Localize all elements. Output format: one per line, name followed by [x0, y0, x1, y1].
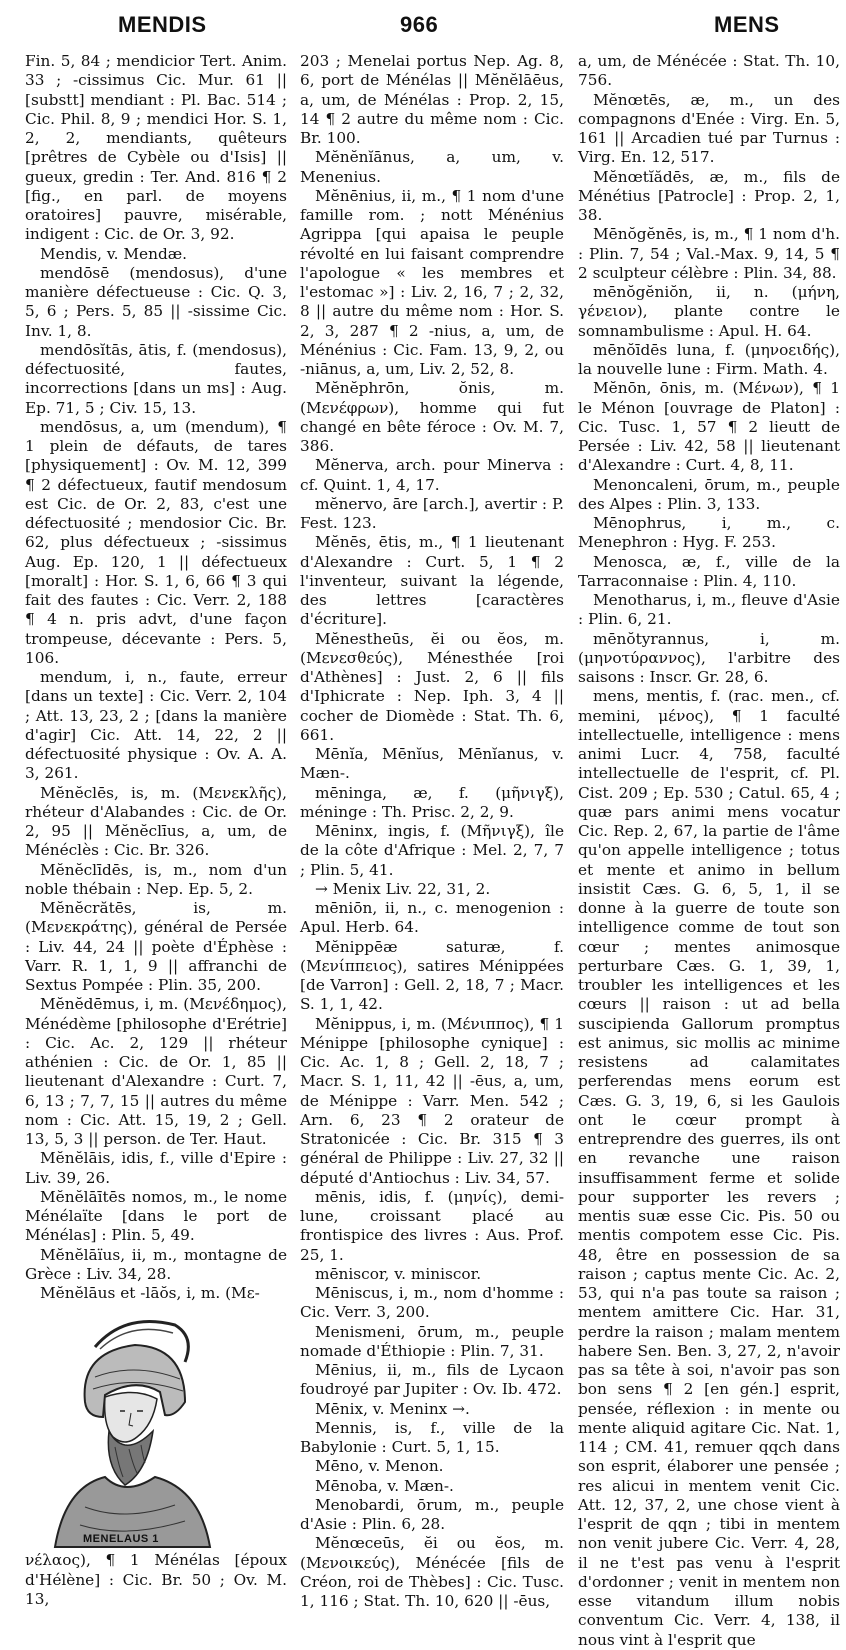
- dictionary-entry: mendum, i, n., faute, erreur [dans un texte] : Cic. Verr. 2, 104 ; Att. 13, 23, 2 ; [dans la manière d'agir] Cic. Att. 14, 22, 2 || défectuosité physique : Ov. A. A. 3, 261.: [25, 668, 287, 783]
- dictionary-entry: mendōsus, a, um (mendum), ¶ 1 plein de défauts, de tares [physiquement] : Ov. M. 12, 399 ¶ 2 défectueux, fautif mendosum est Cic. de Or. 2, 83, c'est une défectuosité ; mendosior Cic. Br. 62, plus défectueux ; -sissimus Aug. Ep. 120, 1 || défectueux [moralt] : Hor. S. 1, 6, 66 ¶ 3 qui fait des fautes : Cic. Verr. 2, 188 ¶ 4 n. pris advt, d'une façon trompeuse, décevante : Pers. 5, 106.: [25, 417, 287, 667]
- dictionary-entry: Mēnŏgĕnēs, is, m., ¶ 1 nom d'h. : Plin. 7, 54 ; Val.-Max. 9, 14, 5 ¶ 2 sculpteur célèbre : Plin. 34, 88.: [578, 225, 840, 282]
- figure-caption: MENELAUS 1: [83, 1533, 159, 1545]
- menelaus-engraving-icon: [25, 1307, 225, 1551]
- dictionary-entry: Mēniscus, i, m., nom d'homme : Cic. Verr. 3, 200.: [300, 1284, 564, 1322]
- dictionary-entry: 203 ; Menelai portus Nep. Ag. 8, 6, port de Ménélas || Mĕnĕlāēus, a, um, de Ménélas : Prop. 2, 15, 14 ¶ 2 autre du même nom : Cic. Br. 100.: [300, 52, 564, 147]
- running-head-left: MENDIS: [118, 12, 207, 37]
- dictionary-entry: mĕnervo, āre [arch.], avertir : P. Fest. 123.: [300, 494, 564, 532]
- dictionary-entry: Mennis, is, f., ville de la Babylonie : Curt. 5, 1, 15.: [300, 1418, 564, 1456]
- dictionary-entry: Mĕnōn, ōnis, m. (Μένων), ¶ 1 le Ménon [ouvrage de Platon] : Cic. Tusc. 1, 57 ¶ 2 lieutt de Persée : Liv. 42, 58 || lieutenant d'Alexandre : Curt. 4, 8, 11.: [578, 379, 840, 475]
- dictionary-entry: Mēnix, v. Meninx →.: [315, 1399, 470, 1418]
- dictionary-entry: Mĕnerva, arch. pour Minerva : cf. Quint. 1, 4, 17.: [300, 456, 564, 494]
- dictionary-entry: Mĕnĕnĭānus, a, um, v. Menenius.: [300, 148, 564, 186]
- dictionary-entry: Mĕnippēæ saturæ, f. (Μενίππειος), satires Ménippées [de Varron] : Gell. 2, 18, 7 ; Macr. S. 1, 1, 42.: [300, 937, 564, 1014]
- dictionary-entry: Mĕnēnius, ii, m., ¶ 1 nom d'une famille rom. ; nott Ménénius Agrippa [qui apaisa le peuple révolté en lui faisant comprendre l'apologue « les membres et l'estomac »] : Liv. 2, 16, 7 ; 2, 32, 8 || autre du même nom : Hor. S. 2, 3, 287 ¶ 2 -nius, a, um, de Ménénius : Cic. Fam. 13, 9, 2, ou -niānus, a, um, Liv. 2, 52, 8.: [300, 186, 564, 378]
- dictionary-entry: Mĕnĕphrōn, ŏnis, m. (Μενέφρων), homme qui fut changé en bête féroce : Ov. M. 7, 386.: [300, 379, 564, 455]
- dictionary-entry: mēninga, æ, f. (μῆνιγξ), méninge : Th. Prisc. 2, 2, 9.: [300, 783, 564, 821]
- dictionary-entry: mens, mentis, f. (rac. men., cf. memini, μένος), ¶ 1 faculté intellectuelle, intelligence : mens animi Lucr. 4, 758, faculté intellectuelle de l'esprit, cf. Pl. Cist. 209 ; Ep. 530 ; Catul. 65, 4 ; quæ pars animi mens vocatur Cic. Rep. 2, 67, la partie de l'âme qu'on appelle intelligence ; totus et mente et animo in bellum insistit Cæs. G. 6, 5, 1, il se donne à la guerre de toute son intelligence comme de tout son cœur ; mentes animosque perturbare Cæs. G. 1, 39, 1, troubler les intelligences et les cœurs || raison : ut ad bella suscipienda Gallorum promptus est animus, sic mollis ac minime resistens ad calamitates perferendas mens eorum est Cæs. G. 3, 19, 6, si les Gaulois ont le cœur prompt à entreprendre des guerres, ils ont en revanche une raison insuffisamment ferme et solide pour supporter les revers ; mentis suæ esse Cic. Pis. 50 ou mentis compotem esse Cic. Pis. 48, être en possession de sa raison ; captus mente Cic. Ac. 2, 53, qui n'a pas toute sa raison ; mentem amittere Cic. Har. 31, perdre la raison ; malam mentem habere Sen. Ben. 3, 27, 2, n'avoir pas sa tête à soi, n'avoir pas son bon sens ¶ 2 [en gén.] esprit, pensée, réflexion : in mente ou mente aliquid agitare Cic. Nat. 1, 114 ; CM. 41, remuer qqch dans son esprit, élaborer une pensée ; res alicui in mentem venit Cic. Att. 12, 37, 2, une chose vient à l'esprit de qqn ; tibi in mentem non venit jubere Cic. Verr. 4, 28, il ne t'est pas venu à l'esprit d'ordonner ; venit in mentem non esse vitandum illum nobis conventum Cic. Verr. 4, 138, il nous vint à l'esprit que: [578, 687, 840, 1649]
- dictionary-entry: Mēnĭa, Mēnĭus, Mēnĭanus, v. Mæn-.: [300, 745, 564, 783]
- dictionary-entry: Mĕnippus, i, m. (Μένιππος), ¶ 1 Ménippe [philosophe cynique] : Cic. Ac. 1, 8 ; Gell. 2, 18, 7 ; Macr. S. 1, 11, 42 || -ēus, a, um, de Ménippe : Varr. Men. 542 ; Arn. 6, 23 ¶ 2 orateur de Stratonicée : Cic. Br. 315 ¶ 3 général de Philippe : Liv. 27, 32 || député d'Antiochus : Liv. 34, 57.: [300, 1014, 564, 1187]
- dictionary-entry: Mĕnĕlāus et -lāŏs, i, m. (Με-: [40, 1284, 260, 1302]
- dictionary-entry: Mĕnĕlāītēs nomos, m., le nome Ménélaïte [dans le port de Ménélas] : Plin. 5, 49.: [25, 1187, 287, 1245]
- dictionary-entry: Fin. 5, 84 ; mendicior Tert. Anim. 33 ; -cissimus Cic. Mur. 61 || [substt] mendiant : Pl. Bac. 514 ; Cic. Phil. 8, 9 ; mendici Hor. S. 1, 2, 2, mendiants, quêteurs [prêtres de Cybèle ou d'Isis] || gueux, gredin : Ter. And. 816 ¶ 2 [fig., en parl. de moyens oratoires] pauvre, misérable, indigent : Cic. de Or. 3, 92.: [25, 52, 287, 244]
- dictionary-entry: Mĕnĕclīdēs, is, m., nom d'un noble thébain : Nep. Ep. 5, 2.: [25, 860, 287, 898]
- dictionary-entry: νέλαος), ¶ 1 Ménélas [époux d'Hélène] : Cic. Br. 50 ; Ov. M. 13,: [25, 1551, 287, 1608]
- dictionary-entry: Mĕnĕlāis, idis, f., ville d'Epire : Liv. 39, 26.: [25, 1149, 287, 1187]
- dictionary-entry: Mēnoba, v. Mæn-.: [315, 1476, 454, 1495]
- running-head-right: MENS: [714, 12, 780, 37]
- dictionary-entry: mendōsē (mendosus), d'une manière défectueuse : Cic. Q. 3, 5, 6 ; Pers. 5, 85 || -sissime Cic. Inv. 1, 8.: [25, 263, 287, 340]
- dictionary-entry: Mēno, v. Menon.: [315, 1457, 444, 1476]
- dictionary-entry: → Menix Liv. 22, 31, 2.: [315, 879, 491, 898]
- dictionary-entry: Menismeni, ōrum, m., peuple nomade d'Éthiopie : Plin. 7, 31.: [300, 1322, 564, 1360]
- dictionary-entry: Mĕnœtĭădēs, æ, m., fils de Ménétius [Patrocle] : Prop. 2, 1, 38.: [578, 167, 840, 224]
- dictionary-entry: Mĕnĕdēmus, i, m. (Μενέδημος), Ménédème [philosophe d'Erétrie] : Cic. Ac. 2, 129 || rhéteur athénien : Cic. de Or. 1, 85 || lieutenant d'Alexandre : Curt. 7, 6, 13 ; 7, 7, 15 || autres du même nom : Cic. Att. 15, 19, 2 ; Gell. 13, 5, 3 || person. de Ter. Haut.: [25, 995, 287, 1148]
- column-1: [25, 52, 287, 1608]
- menelaus-illustration: [25, 1307, 225, 1551]
- dictionary-entry: Mĕnestheūs, ĕi ou ĕos, m. (Μενεσθεύς), Ménesthée [roi d'Athènes] : Just. 2, 6 || fils d'Iphicrate : Nep. Iph. 3, 4 || cocher de Diomède : Stat. Th. 6, 661.: [300, 629, 564, 744]
- dictionary-entry: mēnis, idis, f. (μηνίς), demi-lune, croissant placé au frontispice des livres : Aus. Prof. 25, 1.: [300, 1187, 564, 1264]
- page-header: [0, 0, 846, 50]
- dictionary-entry: a, um, de Ménécée : Stat. Th. 10, 756.: [578, 52, 840, 90]
- dictionary-entry: Mēninx, ingis, f. (Μῆνιγξ), île de la côte d'Afrique : Mel. 2, 7, 7 ; Plin. 5, 41.: [300, 822, 564, 879]
- dictionary-entry: mendōsĭtās, ātis, f. (mendosus), défectuosité, fautes, incorrections [dans un ms] : Aug. Ep. 71, 5 ; Civ. 15, 13.: [25, 340, 287, 417]
- dictionary-entry: Mĕnĕlāïus, ii, m., montagne de Grèce : Liv. 34, 28.: [25, 1245, 287, 1283]
- dictionary-entry: mēniscor, v. miniscor.: [315, 1264, 482, 1283]
- dictionary-entry: Mēnius, ii, m., fils de Lycaon foudroyé par Jupiter : Ov. Ib. 472.: [300, 1361, 564, 1399]
- column-2: [300, 52, 564, 1610]
- dictionary-entry: Mĕnĕclēs, is, m. (Μενεκλῆς), rhéteur d'Alabandes : Cic. de Or. 2, 95 || Mĕnĕclīus, a, um, de Ménéclès : Cic. Br. 326.: [25, 783, 287, 860]
- dictionary-entry: Mendis, v. Mendæ.: [40, 244, 187, 263]
- dictionary-entry: Mēnophrus, i, m., c. Menephron : Hyg. F. 253.: [578, 514, 840, 552]
- dictionary-entry: mēnŏīdēs luna, f. (μηνοειδής), la nouvelle lune : Firm. Math. 4.: [578, 340, 840, 378]
- dictionary-entry: Menobardi, ōrum, m., peuple d'Asie : Plin. 6, 28.: [300, 1495, 564, 1533]
- dictionary-entry: Menotharus, i, m., fleuve d'Asie : Plin. 6, 21.: [578, 591, 840, 629]
- page-number: 966: [400, 12, 439, 37]
- dictionary-entry: Menoncaleni, ōrum, m., peuple des Alpes : Plin. 3, 133.: [578, 475, 840, 513]
- column-3: [578, 52, 840, 1649]
- dictionary-entry: Mĕnĕcrătēs, is, m. (Μενεκράτης), général de Persée : Liv. 44, 24 || poète d'Éphèse : Varr. R. 1, 1, 9 || affranchi de Sextus Pompée : Plin. 35, 200.: [25, 899, 287, 994]
- dictionary-entry: Menosca, æ, f., ville de la Tarraconnaise : Plin. 4, 110.: [578, 552, 840, 590]
- dictionary-entry: mēnŏgĕniŏn, ii, n. (μήνη, γένειον), plante contre le somnambulisme : Apul. H. 64.: [578, 283, 840, 340]
- dictionary-entry: mēniōn, ii, n., c. menogenion : Apul. Herb. 64.: [300, 899, 564, 937]
- dictionary-entry: Mĕnēs, ētis, m., ¶ 1 lieutenant d'Alexandre : Curt. 5, 1 ¶ 2 l'inventeur, suivant la légende, des lettres [caractères d'écriture].: [300, 533, 564, 629]
- dictionary-entry: mēnŏtyrannus, i, m. (μηνοτύραννος), l'arbitre des saisons : Inscr. Gr. 28, 6.: [578, 629, 840, 686]
- dictionary-entry: Mĕnœtēs, æ, m., un des compagnons d'Enée : Virg. En. 5, 161 || Arcadien tué par Turnus : Virg. En. 12, 517.: [578, 90, 840, 167]
- dictionary-entry: Mĕnœceūs, ĕi ou ĕos, m. (Μενοικεύς), Ménécée [fils de Créon, roi de Thèbes] : Cic. Tusc. 1, 116 ; Stat. Th. 10, 620 || -ēus,: [300, 1534, 564, 1610]
